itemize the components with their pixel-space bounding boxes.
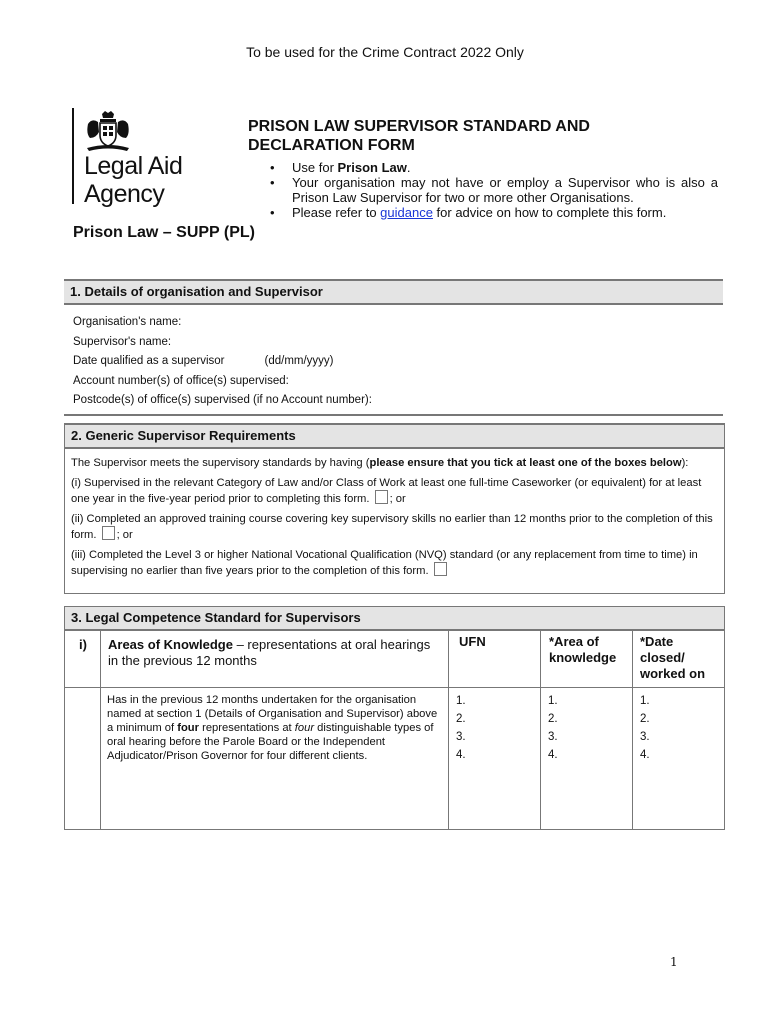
table-column-divider xyxy=(100,631,101,829)
option-text: (i) Supervised in the relevant Category of Law and/or Class of Work at least one full-time Caseworker (or equivalent) for at least one year in the five-year period prior to completing this form. xyxy=(71,477,702,505)
section-divider xyxy=(64,414,723,416)
instruction-bold: Prison Law xyxy=(337,160,407,175)
contract-note: To be used for the Crime Contract 2022 Only xyxy=(246,44,524,60)
instruction-item xyxy=(270,175,718,205)
list-item: 4. xyxy=(456,749,466,761)
date-entries[interactable] xyxy=(640,692,650,764)
table-column-divider xyxy=(540,631,541,829)
field-label: Organisation's name: xyxy=(73,316,182,328)
table-column-divider xyxy=(632,631,633,829)
intro-bold: please ensure that you tick at least one of the boxes below xyxy=(369,457,682,469)
royal-crest-icon xyxy=(84,110,132,152)
list-item: 4. xyxy=(640,749,650,761)
instruction-text: Please refer to xyxy=(292,205,381,220)
desc-bold: four xyxy=(177,722,199,734)
option-3-checkbox[interactable] xyxy=(434,562,447,576)
intro-text: The Supervisor meets the supervisory standards by having ( xyxy=(71,457,370,469)
instructions-list xyxy=(270,160,718,220)
instruction-item xyxy=(270,205,718,220)
areas-of-knowledge-header xyxy=(108,637,438,669)
logo-divider xyxy=(72,108,74,204)
field-label: Date qualified as a supervisor xyxy=(73,355,225,368)
ufn-entries[interactable] xyxy=(456,692,466,764)
field-label: Postcode(s) of office(s) supervised (if no Account number): xyxy=(73,394,372,407)
areas-text: – representations at oral hearings in the previous 12 months xyxy=(108,637,431,668)
field-label: Supervisor's name: xyxy=(73,335,172,348)
organisation-name-field[interactable] xyxy=(73,313,714,333)
instruction-text: Use for xyxy=(292,160,338,175)
desc-text: distinguishable types of oral hearing before the Parole Board or the Independent Adjudicator/Prison Governor for four different clients. xyxy=(107,722,434,762)
requirements-intro xyxy=(71,457,718,470)
list-item: 2. xyxy=(640,713,650,725)
section-heading: 2. Generic Supervisor Requirements xyxy=(64,423,725,449)
bullet-icon: • xyxy=(270,175,275,190)
section-legal-competence xyxy=(64,606,725,830)
row-label: i) xyxy=(79,637,87,652)
page-number: 1 xyxy=(670,955,678,969)
list-item: 3. xyxy=(456,731,466,743)
section-heading: 3. Legal Competence Standard for Supervisors xyxy=(65,607,724,631)
guidance-link[interactable]: guidance xyxy=(380,205,433,220)
option-text: (iii) Completed the Level 3 or higher National Vocational Qualification (NVQ) standard (or any replacement from time to time) in supervising no earlier than five years prior to the completion of this form. xyxy=(71,549,698,577)
form-title xyxy=(248,117,688,155)
option-text: (ii) Completed an approved training course covering key supervisory skills no earlier than 12 months prior to the completion of this form. xyxy=(71,513,713,541)
instruction-text: for advice on how to complete this form. xyxy=(432,205,667,220)
logo-wordmark xyxy=(84,152,182,208)
instruction-item xyxy=(270,160,718,175)
list-item: 1. xyxy=(548,695,558,707)
form-subtitle: Prison Law – SUPP (PL) xyxy=(73,224,255,241)
field-label: Account number(s) of office(s) supervised: xyxy=(73,374,289,387)
section-generic-requirements xyxy=(64,423,725,594)
list-item: 1. xyxy=(640,695,650,707)
list-item: 2. xyxy=(456,713,466,725)
option-text: ; or xyxy=(116,529,133,541)
postcodes-field[interactable] xyxy=(73,391,714,411)
desc-text: Has in the previous 12 months undertaken for the organisation named at section 1 (Details of Organisation and Supervisor) above a minimum of xyxy=(107,694,438,734)
section-heading: 1. Details of organisation and Supervisor xyxy=(64,279,723,305)
area-entries[interactable] xyxy=(548,692,558,764)
account-numbers-field[interactable] xyxy=(73,372,714,392)
form-title-line-1: PRISON LAW SUPERVISOR STANDARD AND xyxy=(248,118,590,135)
area-column-header: *Area of knowledge xyxy=(549,634,617,665)
list-item: 2. xyxy=(548,713,558,725)
option-1-checkbox[interactable] xyxy=(375,490,388,504)
table-row-divider xyxy=(65,687,724,688)
requirement-option-1 xyxy=(71,477,718,506)
list-item: 1. xyxy=(456,695,466,707)
section-body xyxy=(65,449,724,578)
instruction-text: . xyxy=(406,160,411,175)
option-text: ; or xyxy=(389,493,406,505)
form-title-line-2: DECLARATION FORM xyxy=(248,137,415,154)
legal-aid-agency-logo xyxy=(72,108,212,218)
date-format-hint: (dd/mm/yyyy) xyxy=(264,355,334,368)
logo-line-1: Legal Aid xyxy=(84,152,183,180)
list-item: 4. xyxy=(548,749,558,761)
logo-line-2: Agency xyxy=(84,180,165,208)
date-qualified-field[interactable] xyxy=(73,352,714,372)
bullet-icon: • xyxy=(270,160,275,175)
instruction-text: Your organisation may not have or employ a Supervisor who is also a Prison Law Supervisor for two or more other Organisations. xyxy=(292,175,718,205)
competence-table xyxy=(65,631,724,829)
desc-text: representations at xyxy=(199,722,295,734)
list-item: 3. xyxy=(640,731,650,743)
requirement-option-3 xyxy=(71,549,718,578)
areas-bold: Areas of Knowledge xyxy=(108,637,233,652)
intro-text: ): xyxy=(681,457,689,469)
bullet-icon: • xyxy=(270,205,275,220)
desc-italic: four xyxy=(294,722,315,734)
option-2-checkbox[interactable] xyxy=(102,526,115,540)
section-organisation-details xyxy=(64,279,723,416)
ufn-column-header: UFN xyxy=(459,634,486,649)
list-item: 3. xyxy=(548,731,558,743)
supervisor-name-field[interactable] xyxy=(73,333,714,353)
competence-description xyxy=(107,693,442,763)
table-column-divider xyxy=(448,631,449,829)
section-body xyxy=(64,305,723,411)
requirement-option-2 xyxy=(71,513,718,542)
date-column-header: *Date closed/ worked on xyxy=(640,634,706,681)
